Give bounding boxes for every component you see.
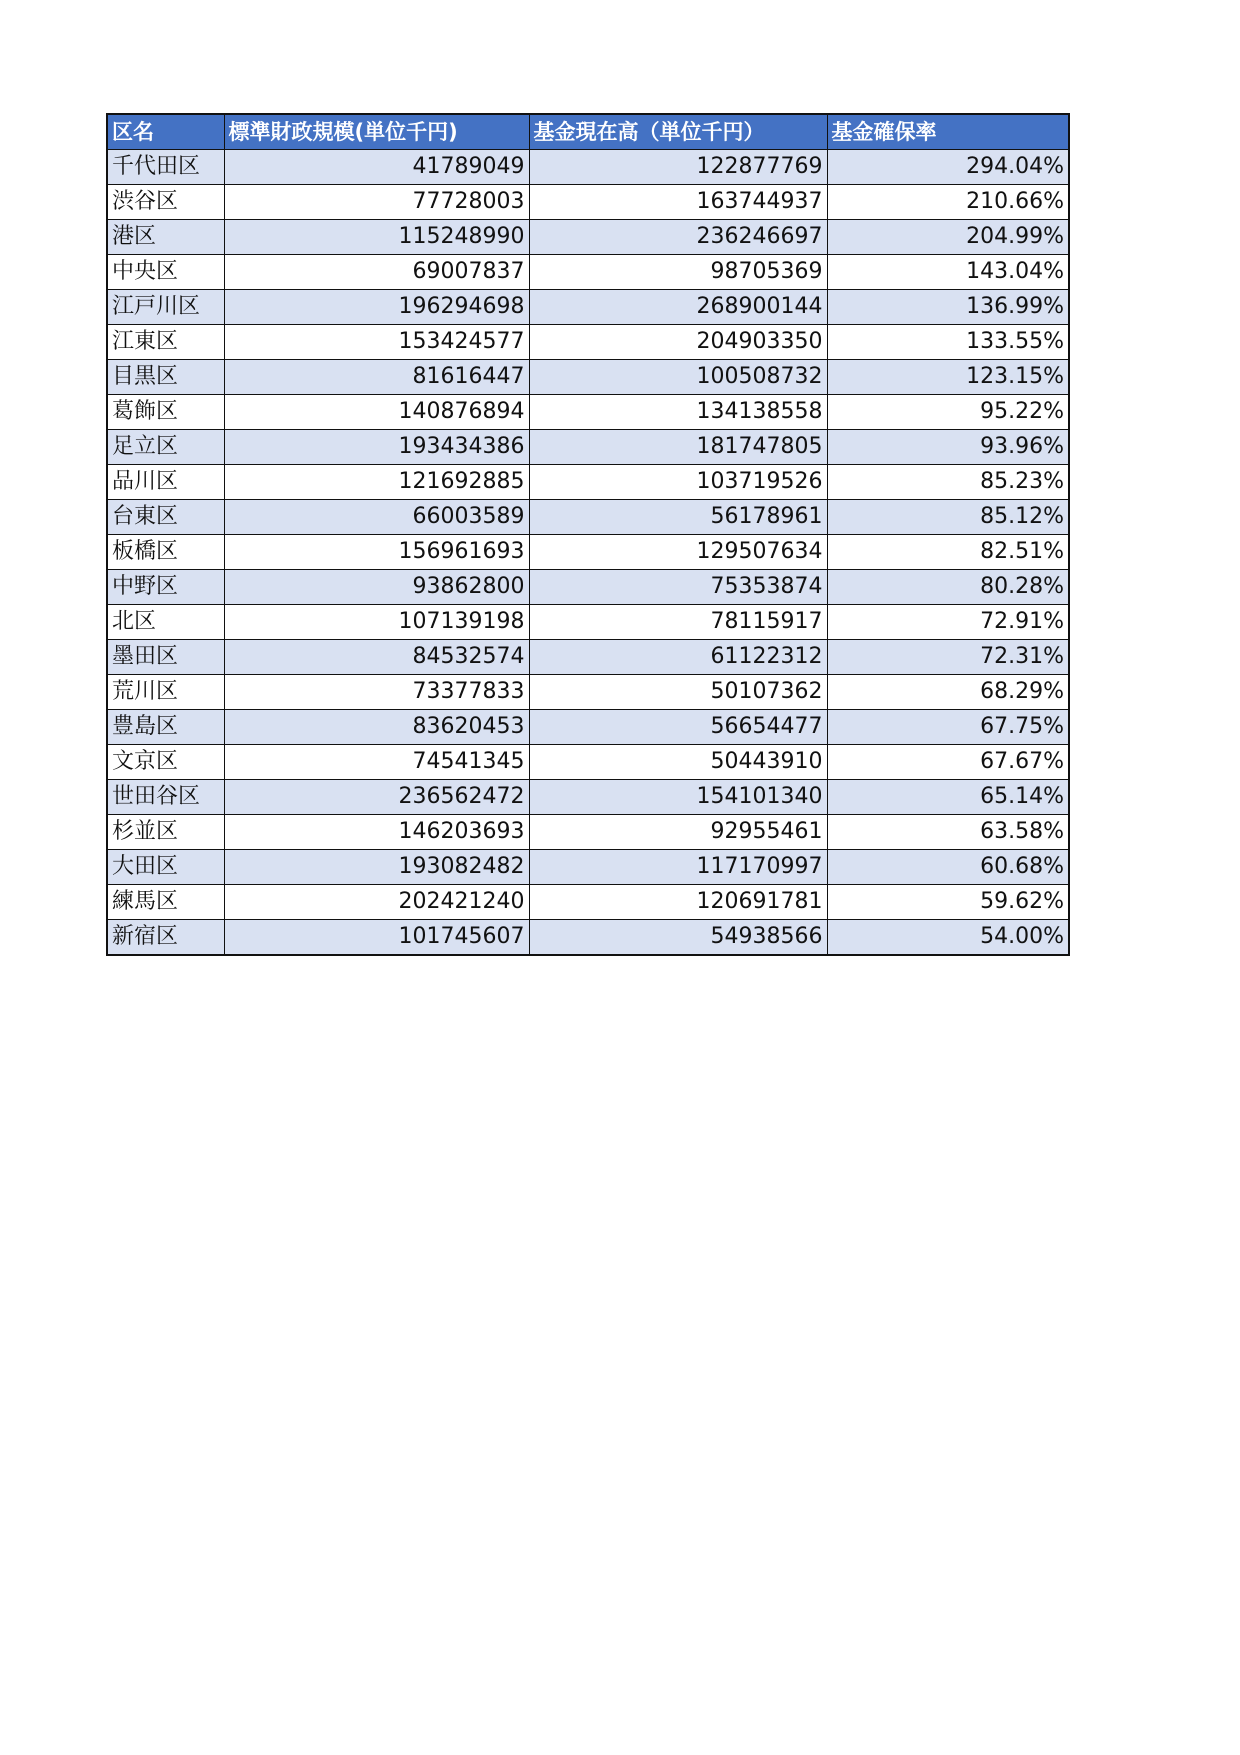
ward-name-cell: 中央区 xyxy=(107,255,224,290)
table-row xyxy=(107,430,1069,465)
fund-balance-cell: 78115917 xyxy=(529,605,827,640)
table-row xyxy=(107,885,1069,920)
table-row xyxy=(107,640,1069,675)
fund-balance-cell: 236246697 xyxy=(529,220,827,255)
fund-ratio-cell: 67.75% xyxy=(827,710,1069,745)
fund-balance-cell: 75353874 xyxy=(529,570,827,605)
header-row xyxy=(107,114,1069,150)
ward-name-cell: 大田区 xyxy=(107,850,224,885)
ward-name-cell: 千代田区 xyxy=(107,150,224,185)
fund-balance-cell: 204903350 xyxy=(529,325,827,360)
fund-balance-cell: 117170997 xyxy=(529,850,827,885)
ward-name-cell: 目黒区 xyxy=(107,360,224,395)
standard-fiscal-scale-cell: 93862800 xyxy=(224,570,529,605)
standard-fiscal-scale-cell: 193434386 xyxy=(224,430,529,465)
table-row xyxy=(107,255,1069,290)
standard-fiscal-scale-cell: 69007837 xyxy=(224,255,529,290)
fund-ratio-cell: 72.31% xyxy=(827,640,1069,675)
standard-fiscal-scale-cell: 83620453 xyxy=(224,710,529,745)
fund-ratio-cell: 204.99% xyxy=(827,220,1069,255)
standard-fiscal-scale-cell: 73377833 xyxy=(224,675,529,710)
standard-fiscal-scale-cell: 140876894 xyxy=(224,395,529,430)
table-row xyxy=(107,360,1069,395)
fund-balance-cell: 100508732 xyxy=(529,360,827,395)
ward-name-cell: 新宿区 xyxy=(107,920,224,956)
fund-ratio-cell: 85.23% xyxy=(827,465,1069,500)
table-row xyxy=(107,815,1069,850)
fund-ratio-cell: 85.12% xyxy=(827,500,1069,535)
table-row xyxy=(107,850,1069,885)
standard-fiscal-scale-cell: 202421240 xyxy=(224,885,529,920)
table-row xyxy=(107,185,1069,220)
fund-ratio-cell: 95.22% xyxy=(827,395,1069,430)
fund-balance-cell: 50107362 xyxy=(529,675,827,710)
table-row xyxy=(107,465,1069,500)
standard-fiscal-scale-cell: 66003589 xyxy=(224,500,529,535)
fund-balance-cell: 61122312 xyxy=(529,640,827,675)
standard-fiscal-scale-cell: 107139198 xyxy=(224,605,529,640)
standard-fiscal-scale-cell: 193082482 xyxy=(224,850,529,885)
fund-ratio-cell: 143.04% xyxy=(827,255,1069,290)
table-row xyxy=(107,780,1069,815)
table-row xyxy=(107,605,1069,640)
ward-name-cell: 台東区 xyxy=(107,500,224,535)
fund-ratio-cell: 63.58% xyxy=(827,815,1069,850)
fund-balance-cell: 181747805 xyxy=(529,430,827,465)
fund-balance-cell: 50443910 xyxy=(529,745,827,780)
standard-fiscal-scale-cell: 153424577 xyxy=(224,325,529,360)
ward-name-cell: 港区 xyxy=(107,220,224,255)
ward-name-cell: 葛飾区 xyxy=(107,395,224,430)
fund-ratio-cell: 65.14% xyxy=(827,780,1069,815)
standard-fiscal-scale-cell: 81616447 xyxy=(224,360,529,395)
fund-balance-cell: 92955461 xyxy=(529,815,827,850)
ward-name-cell: 渋谷区 xyxy=(107,185,224,220)
ward-name-cell: 杉並区 xyxy=(107,815,224,850)
fund-balance-cell: 98705369 xyxy=(529,255,827,290)
standard-fiscal-scale-cell: 146203693 xyxy=(224,815,529,850)
standard-fiscal-scale-cell: 121692885 xyxy=(224,465,529,500)
table-row xyxy=(107,745,1069,780)
fund-balance-cell: 134138558 xyxy=(529,395,827,430)
fund-balance-cell: 54938566 xyxy=(529,920,827,956)
table-row xyxy=(107,290,1069,325)
fund-ratio-cell: 68.29% xyxy=(827,675,1069,710)
fund-balance-cell: 122877769 xyxy=(529,150,827,185)
ward-name-cell: 練馬区 xyxy=(107,885,224,920)
standard-fiscal-scale-cell: 41789049 xyxy=(224,150,529,185)
standard-fiscal-scale-cell: 101745607 xyxy=(224,920,529,956)
table-row xyxy=(107,570,1069,605)
fund-balance-cell: 129507634 xyxy=(529,535,827,570)
table-row xyxy=(107,920,1069,956)
table-row xyxy=(107,675,1069,710)
table-row xyxy=(107,220,1069,255)
fund-balance-cell: 56178961 xyxy=(529,500,827,535)
header-fund-ratio: 基金確保率 xyxy=(827,114,1069,150)
ward-name-cell: 中野区 xyxy=(107,570,224,605)
table-body xyxy=(107,150,1069,956)
table-row xyxy=(107,500,1069,535)
standard-fiscal-scale-cell: 84532574 xyxy=(224,640,529,675)
fund-ratio-cell: 93.96% xyxy=(827,430,1069,465)
standard-fiscal-scale-cell: 236562472 xyxy=(224,780,529,815)
ward-name-cell: 江戸川区 xyxy=(107,290,224,325)
fund-balance-cell: 120691781 xyxy=(529,885,827,920)
fund-ratio-cell: 210.66% xyxy=(827,185,1069,220)
fund-ratio-cell: 133.55% xyxy=(827,325,1069,360)
table-row xyxy=(107,395,1069,430)
fund-ratio-cell: 60.68% xyxy=(827,850,1069,885)
fund-ratio-cell: 123.15% xyxy=(827,360,1069,395)
table-row xyxy=(107,535,1069,570)
ward-name-cell: 北区 xyxy=(107,605,224,640)
fund-ratio-cell: 80.28% xyxy=(827,570,1069,605)
standard-fiscal-scale-cell: 115248990 xyxy=(224,220,529,255)
ward-name-cell: 文京区 xyxy=(107,745,224,780)
header-fund-balance: 基金現在高（単位千円） xyxy=(529,114,827,150)
standard-fiscal-scale-cell: 156961693 xyxy=(224,535,529,570)
ward-name-cell: 板橋区 xyxy=(107,535,224,570)
ward-fund-table xyxy=(106,113,1070,956)
standard-fiscal-scale-cell: 77728003 xyxy=(224,185,529,220)
standard-fiscal-scale-cell: 74541345 xyxy=(224,745,529,780)
ward-name-cell: 豊島区 xyxy=(107,710,224,745)
fund-balance-cell: 163744937 xyxy=(529,185,827,220)
fund-ratio-cell: 72.91% xyxy=(827,605,1069,640)
table-row xyxy=(107,325,1069,360)
fund-ratio-cell: 54.00% xyxy=(827,920,1069,956)
ward-name-cell: 世田谷区 xyxy=(107,780,224,815)
fund-balance-cell: 103719526 xyxy=(529,465,827,500)
header-standard-fiscal-scale: 標準財政規模(単位千円) xyxy=(224,114,529,150)
ward-name-cell: 品川区 xyxy=(107,465,224,500)
standard-fiscal-scale-cell: 196294698 xyxy=(224,290,529,325)
ward-name-cell: 荒川区 xyxy=(107,675,224,710)
fund-ratio-cell: 59.62% xyxy=(827,885,1069,920)
fund-ratio-cell: 294.04% xyxy=(827,150,1069,185)
fund-ratio-cell: 67.67% xyxy=(827,745,1069,780)
fund-ratio-cell: 136.99% xyxy=(827,290,1069,325)
table-row xyxy=(107,710,1069,745)
fund-balance-cell: 268900144 xyxy=(529,290,827,325)
ward-name-cell: 足立区 xyxy=(107,430,224,465)
header-ward-name: 区名 xyxy=(107,114,224,150)
fund-ratio-cell: 82.51% xyxy=(827,535,1069,570)
table-row xyxy=(107,150,1069,185)
fund-balance-cell: 56654477 xyxy=(529,710,827,745)
ward-name-cell: 江東区 xyxy=(107,325,224,360)
fund-balance-cell: 154101340 xyxy=(529,780,827,815)
ward-name-cell: 墨田区 xyxy=(107,640,224,675)
